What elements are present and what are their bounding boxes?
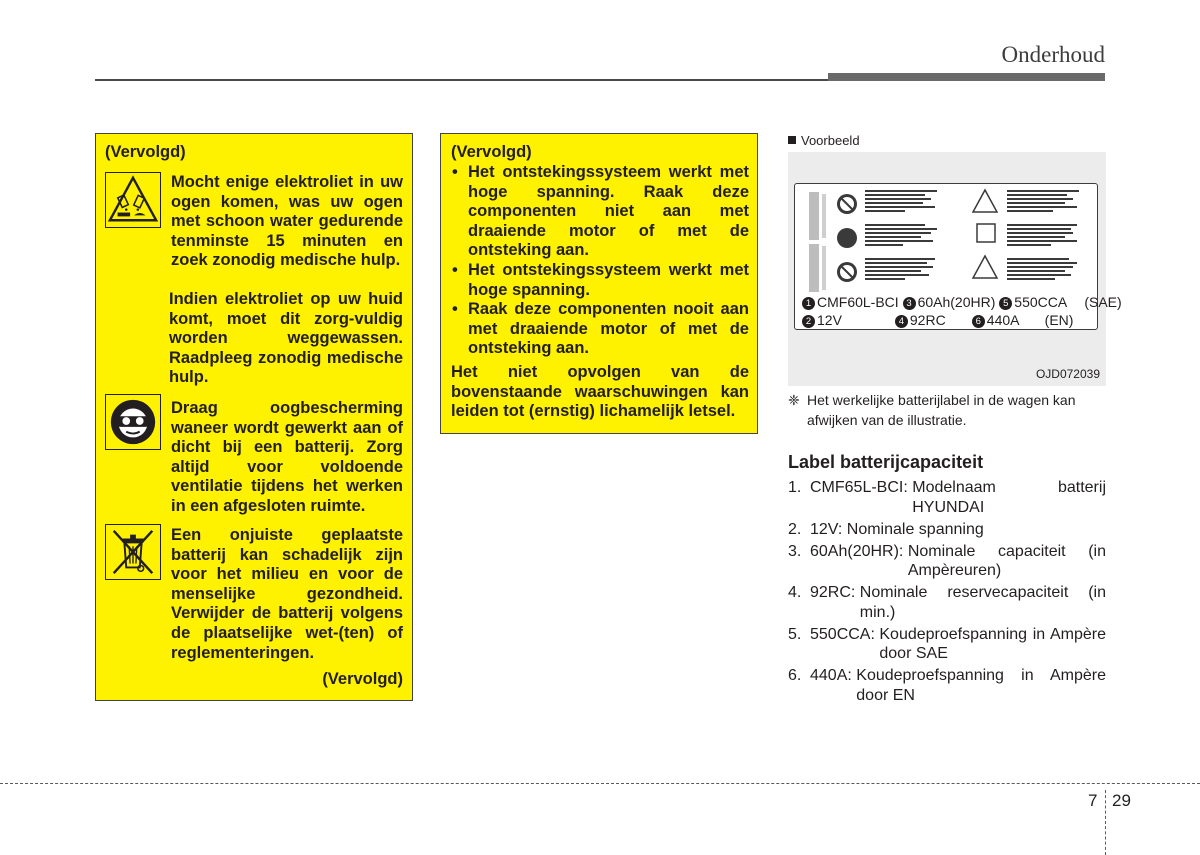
continued-footer-label: (Vervolgd) — [322, 670, 403, 688]
crossed-bin-icon — [105, 524, 161, 580]
header-rule-accent — [828, 73, 1105, 81]
ignition-warning-list — [451, 163, 749, 359]
square-bullet-icon — [788, 136, 796, 144]
list-item: 2. 12V: Nominale spanning — [788, 520, 984, 538]
warning-box-middle — [440, 133, 758, 434]
section-title: Onderhoud — [1001, 42, 1105, 67]
figure-code: OJD072039 — [1035, 367, 1100, 381]
capacity-list — [788, 478, 1106, 708]
capacity-heading: Label batterijcapaciteit — [788, 452, 984, 472]
list-item: 4. 92RC: Nominale reservecapaciteit (in min.) — [788, 584, 1106, 621]
footnote-mark: ❈ — [788, 392, 800, 408]
list-item: 6. 440A: Koudeproefspanning in Ampère door EN — [788, 667, 1106, 704]
page-number: 29 — [1112, 791, 1131, 810]
battery-label-figure — [788, 152, 1122, 386]
footnote-text: Het werkelijke batterijlabel in de wagen kan afwijken van de illustratie. — [807, 392, 1076, 428]
corrosive-hazard-icon — [105, 172, 161, 228]
chapter-number: 7 — [1088, 791, 1098, 810]
list-item: • Het ontstekingssysteem werkt met hoge spanning. — [451, 261, 749, 300]
electrolyte-eyes-text: Mocht enige elektroliet in uw ogen komen, was uw ogen met schoon water gedurende tenminste 15 minuten en zoek zonodig medische hulp. — [171, 173, 403, 270]
eye-protection-text: Draag oogbescherming waneer wordt gewerkt aan of dicht bij een batterij. Zorg altijd voor voldoende ventilatie tijdens het werken in een afgesloten ruimte. — [171, 399, 403, 515]
list-item: • Raak deze componenten nooit aan met draaiende motor of met de ontsteking aan. — [451, 300, 749, 359]
eye-protection-icon — [105, 394, 161, 450]
list-item: • Het ontstekingssysteem werkt met hoge spanning. Raak deze componenten niet aan met draaiende motor of met de ontsteking aan. — [451, 163, 749, 261]
list-item: 3. 60Ah(20HR): Nominale capaciteit (in Ampèreuren) — [788, 542, 1106, 579]
list-item: 1. CMF65L-BCI: Modelnaam batterij HYUNDAI — [788, 479, 1106, 516]
disposal-text: Een onjuiste geplaatste batterij kan schadelijk zijn voor het milieu en voor de menselijke gezondheid. Verwijder de batterij volgens de plaatselijke wet-(ten) of reglementeringen. — [171, 526, 403, 662]
battery-label-illustration — [794, 183, 1122, 330]
label-row-1: 1 CMF60L-BCI 3 60Ah(20HR) 5 550CCA (SAE) — [802, 294, 1122, 310]
warning-box-left — [95, 133, 413, 701]
footer-divider — [0, 783, 1200, 784]
label-row-2: 2 12V 4 92RC 6 440A (EN) — [802, 312, 1073, 328]
continued-label: (Vervolgd) — [451, 143, 532, 161]
figure-caption: Voorbeeld — [788, 133, 860, 148]
list-item: 5. 550CCA: Koudeproefspanning in Ampère door SAE — [788, 625, 1106, 662]
figure-footnote — [788, 390, 1108, 430]
page-number-divider — [1105, 790, 1106, 855]
continued-label: (Vervolgd) — [105, 143, 186, 161]
header-rule — [95, 79, 830, 81]
electrolyte-skin-text: Indien elektroliet op uw huid komt, moet dit zorg-vuldig worden weggewassen. Raadpleeg zonodig medische hulp. — [169, 290, 403, 387]
injury-warning-text: Het niet opvolgen van de bovenstaande waarschuwingen kan leiden tot (ernstig) lichamelijk letsel. — [451, 363, 749, 421]
